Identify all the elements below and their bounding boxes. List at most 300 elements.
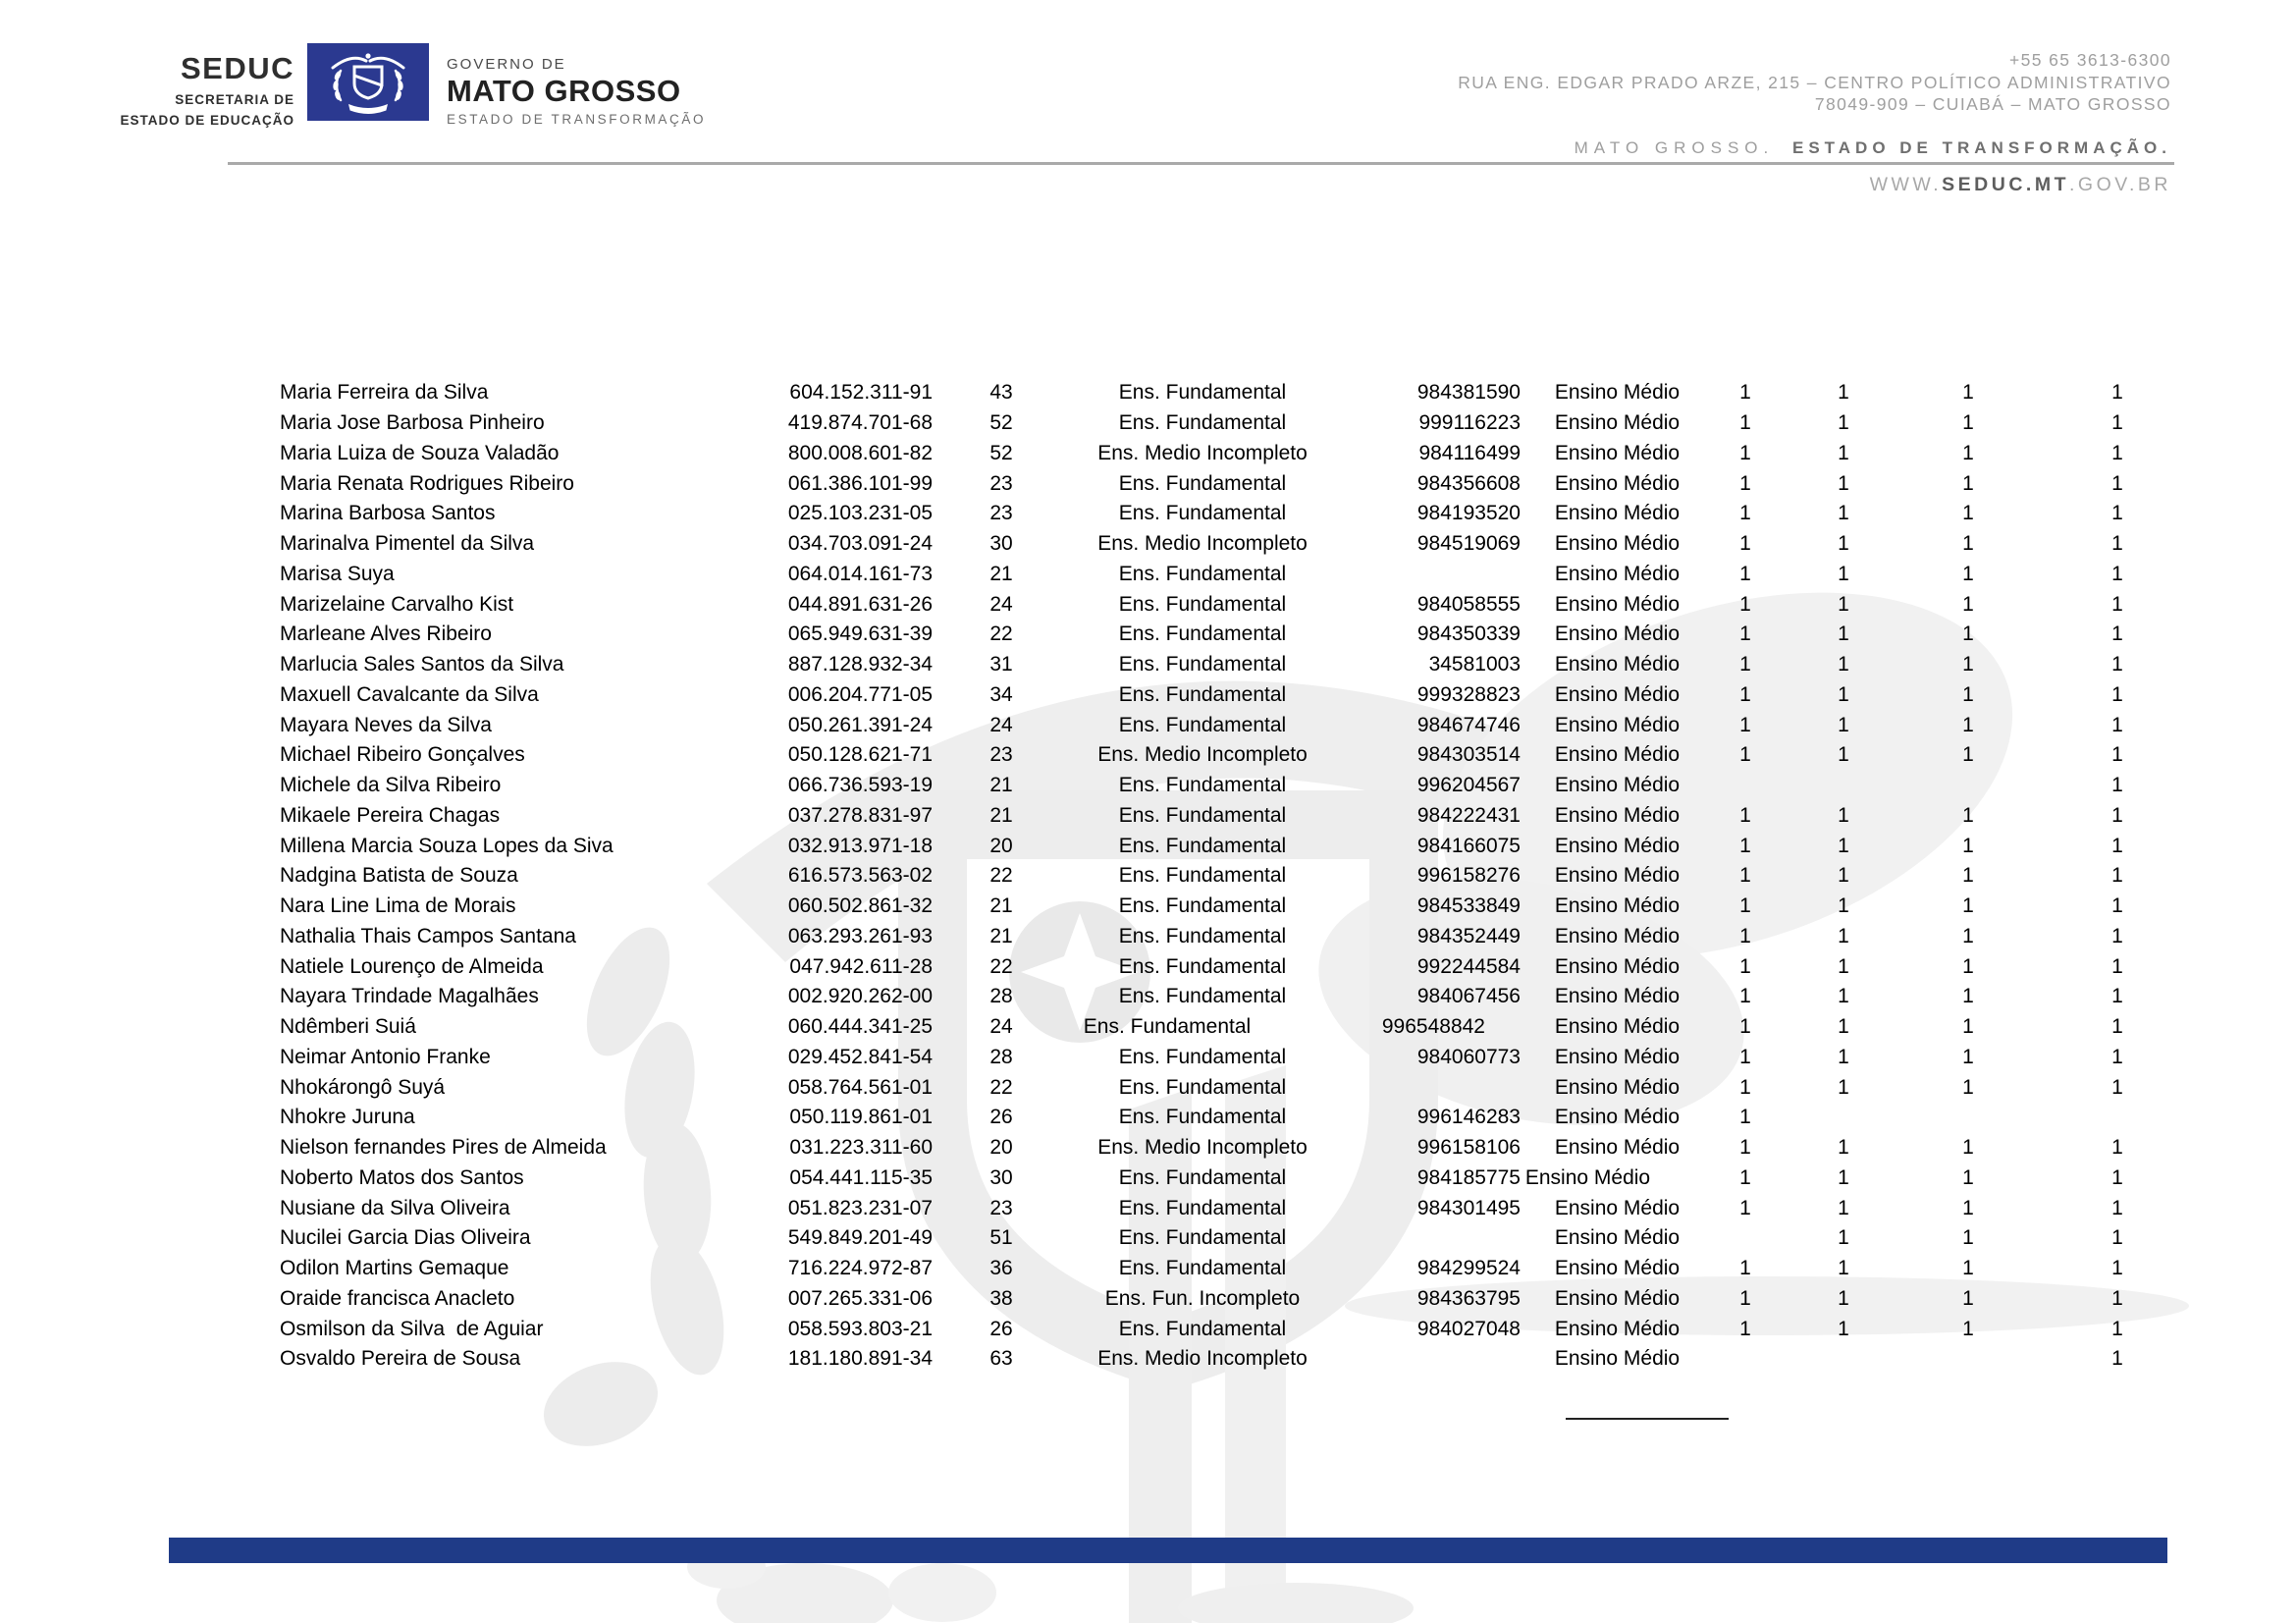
cell-cpf: 025.103.231-05 <box>787 502 933 525</box>
table-row <box>255 1284 2203 1315</box>
cell-mark-3: 1 <box>1962 803 1974 827</box>
cell-mark-4: 1 <box>2111 1165 2123 1189</box>
cell-mark-3: 1 <box>1962 924 1974 947</box>
cell-mark-2: 1 <box>1838 1045 1849 1068</box>
cell-age: 24 <box>989 1015 1013 1039</box>
cell-mark-2: 1 <box>1838 803 1849 827</box>
cell-name: Mayara Neves da Silva <box>280 713 492 736</box>
cell-mark-3: 1 <box>1962 441 1974 464</box>
cell-cpf: 716.224.972-87 <box>787 1257 933 1280</box>
cell-mark-1: 1 <box>1739 682 1751 706</box>
cell-level: Ensino Médio <box>1554 411 1681 435</box>
cell-level: Ensino Médio <box>1554 713 1681 736</box>
cell-mark-1: 1 <box>1739 622 1751 646</box>
cell-age: 20 <box>989 834 1013 857</box>
cell-education: Ens. Fundamental <box>1118 682 1287 706</box>
cell-mark-4: 1 <box>2111 562 2123 585</box>
cell-mark-2: 1 <box>1838 532 1849 556</box>
cell-level: Ensino Médio <box>1554 381 1681 405</box>
cell-mark-4: 1 <box>2111 1226 2123 1250</box>
cell-education: Ens. Fundamental <box>1118 1317 1287 1340</box>
cell-mark-4: 1 <box>2111 985 2123 1008</box>
cell-education: Ens. Fundamental <box>1118 1075 1287 1099</box>
cell-mark-3: 1 <box>1962 1196 1974 1219</box>
cell-mark-3: 1 <box>1962 1136 1974 1160</box>
cell-mark-2: 1 <box>1838 592 1849 616</box>
cell-age: 31 <box>989 653 1013 676</box>
tagline-bold: ESTADO DE TRANSFORMAÇÃO. <box>1791 138 2171 157</box>
table-row <box>255 1223 2203 1254</box>
cell-mark-4: 1 <box>2111 894 2123 918</box>
footer-bar <box>169 1538 2167 1563</box>
cell-education: Ens. Fundamental <box>1118 653 1287 676</box>
cell-phone: 984193520 <box>1416 502 1521 525</box>
cell-mark-2: 1 <box>1838 1075 1849 1099</box>
cell-mark-2: 1 <box>1838 1196 1849 1219</box>
governo-mato-grosso-logo <box>447 56 706 127</box>
cell-level: Ensino Médio <box>1554 1196 1681 1219</box>
cell-mark-3: 1 <box>1962 1317 1974 1340</box>
cell-phone: 984303514 <box>1416 743 1521 767</box>
cell-mark-1: 1 <box>1739 834 1751 857</box>
cell-level: Ensino Médio <box>1554 471 1681 495</box>
cell-education: Ens. Fundamental <box>1083 1015 1252 1039</box>
cell-phone: 999328823 <box>1416 682 1521 706</box>
cell-mark-2: 1 <box>1838 653 1849 676</box>
cell-name: Noberto Matos dos Santos <box>280 1165 524 1189</box>
cell-mark-3: 1 <box>1962 1165 1974 1189</box>
cell-mark-4: 1 <box>2111 1347 2123 1371</box>
cell-phone: 984301495 <box>1416 1196 1521 1219</box>
cell-phone: 984519069 <box>1416 532 1521 556</box>
cell-education: Ens. Fundamental <box>1118 834 1287 857</box>
cell-mark-1: 1 <box>1739 743 1751 767</box>
cell-cpf: 034.703.091-24 <box>787 532 933 556</box>
cell-cpf: 887.128.932-34 <box>787 653 933 676</box>
cell-mark-1: 1 <box>1739 1106 1751 1129</box>
cell-phone: 996548842 <box>1381 1015 1485 1039</box>
cell-mark-3: 1 <box>1962 713 1974 736</box>
cell-mark-4: 1 <box>2111 1257 2123 1280</box>
cell-mark-3: 1 <box>1962 1075 1974 1099</box>
contact-info <box>1458 49 2171 116</box>
cell-name: Michael Ribeiro Gonçalves <box>280 743 525 767</box>
seduc-logo-line2: ESTADO DE EDUCAÇÃO <box>120 113 294 128</box>
cell-mark-2: 1 <box>1838 1286 1849 1310</box>
cell-name: Marlucia Sales Santos da Silva <box>280 653 564 676</box>
cell-age: 21 <box>989 803 1013 827</box>
table-row <box>255 620 2203 650</box>
cell-name: Maria Jose Barbosa Pinheiro <box>280 411 545 435</box>
cell-name: Nhokre Juruna <box>280 1106 415 1129</box>
cell-mark-2: 1 <box>1838 1257 1849 1280</box>
cell-mark-4: 1 <box>2111 924 2123 947</box>
cell-level: Ensino Médio <box>1554 592 1681 616</box>
table-row <box>255 378 2203 408</box>
cell-level: Ensino Médio <box>1554 954 1681 978</box>
cell-cpf: 037.278.831-97 <box>787 803 933 827</box>
cell-mark-1: 1 <box>1739 954 1751 978</box>
cell-education: Ens. Fundamental <box>1118 502 1287 525</box>
cell-cpf: 054.441.115-35 <box>789 1165 933 1189</box>
cell-mark-1: 1 <box>1739 1136 1751 1160</box>
cell-phone: 996158276 <box>1416 864 1521 888</box>
cell-education: Ens. Fundamental <box>1118 1257 1287 1280</box>
cell-phone: 984352449 <box>1416 924 1521 947</box>
cell-mark-4: 1 <box>2111 502 2123 525</box>
cell-mark-1: 1 <box>1739 803 1751 827</box>
cell-age: 28 <box>989 985 1013 1008</box>
cell-mark-1: 1 <box>1739 592 1751 616</box>
cell-level: Ensino Médio <box>1554 622 1681 646</box>
cell-cpf: 031.223.311-60 <box>789 1136 933 1160</box>
cell-mark-4: 1 <box>2111 774 2123 797</box>
cell-age: 21 <box>989 774 1013 797</box>
cell-mark-2: 1 <box>1838 864 1849 888</box>
table-row <box>255 529 2203 560</box>
state-tagline <box>1575 138 2171 158</box>
cell-cpf: 061.386.101-99 <box>787 471 933 495</box>
table-row <box>255 1072 2203 1103</box>
table-row <box>255 951 2203 982</box>
table-row <box>255 1193 2203 1223</box>
cell-name: Maria Renata Rodrigues Ribeiro <box>280 471 574 495</box>
cell-mark-2: 1 <box>1838 1015 1849 1039</box>
cell-age: 22 <box>989 1075 1013 1099</box>
cell-mark-4: 1 <box>2111 1075 2123 1099</box>
cell-age: 52 <box>989 411 1013 435</box>
cell-mark-1: 1 <box>1739 985 1751 1008</box>
cell-cpf: 181.180.891-34 <box>787 1347 933 1371</box>
cell-level: Ensino Médio <box>1554 441 1681 464</box>
cell-mark-4: 1 <box>2111 1136 2123 1160</box>
cell-age: 43 <box>989 381 1013 405</box>
cell-mark-4: 1 <box>2111 864 2123 888</box>
cell-cpf: 064.014.161-73 <box>787 562 933 585</box>
cell-mark-3: 1 <box>1962 743 1974 767</box>
cell-mark-2: 1 <box>1838 562 1849 585</box>
cell-education: Ens. Fundamental <box>1118 864 1287 888</box>
cell-education: Ens. Fundamental <box>1118 622 1287 646</box>
cell-level: Ensino Médio <box>1554 1257 1681 1280</box>
cell-name: Nusiane da Silva Oliveira <box>280 1196 510 1219</box>
header-divider <box>228 162 2174 165</box>
cell-phone: 996146283 <box>1416 1106 1521 1129</box>
cell-level: Ensino Médio <box>1554 743 1681 767</box>
cell-education: Ens. Fundamental <box>1118 713 1287 736</box>
cell-cpf: 060.502.861-32 <box>787 894 933 918</box>
tagline-light: MATO GROSSO. <box>1574 138 1775 157</box>
cell-name: Nadgina Batista de Souza <box>280 864 518 888</box>
cell-name: Oraide francisca Anacleto <box>280 1286 515 1310</box>
cell-level: Ensino Médio <box>1554 562 1681 585</box>
cell-name: Osmilson da Silva de Aguiar <box>280 1317 544 1340</box>
cell-age: 22 <box>989 622 1013 646</box>
table-row <box>255 680 2203 711</box>
table-row <box>255 408 2203 439</box>
cell-name: Neimar Antonio Franke <box>280 1045 491 1068</box>
cell-cpf: 066.736.593-19 <box>787 774 933 797</box>
cell-mark-1: 1 <box>1739 381 1751 405</box>
cell-level: Ensino Médio <box>1554 803 1681 827</box>
table-row <box>255 1103 2203 1133</box>
cell-age: 26 <box>989 1317 1013 1340</box>
cell-mark-3: 1 <box>1962 1226 1974 1250</box>
cell-mark-2: 1 <box>1838 1165 1849 1189</box>
table-row <box>255 861 2203 892</box>
cell-mark-1: 1 <box>1739 441 1751 464</box>
cell-level: Ensino Médio <box>1554 864 1681 888</box>
cell-mark-4: 1 <box>2111 532 2123 556</box>
cell-name: Millena Marcia Souza Lopes da Siva <box>280 834 614 857</box>
cell-mark-2: 1 <box>1838 682 1849 706</box>
cell-mark-1: 1 <box>1739 924 1751 947</box>
cell-phone: 984027048 <box>1416 1317 1521 1340</box>
cell-mark-1: 1 <box>1739 1257 1751 1280</box>
cell-mark-2: 1 <box>1838 924 1849 947</box>
cell-education: Ens. Fundamental <box>1118 803 1287 827</box>
cell-mark-1: 1 <box>1739 1075 1751 1099</box>
table-row <box>255 560 2203 590</box>
cell-age: 22 <box>989 864 1013 888</box>
cell-level: Ensino Médio <box>1554 1045 1681 1068</box>
cell-mark-3: 1 <box>1962 682 1974 706</box>
cell-cpf: 800.008.601-82 <box>787 441 933 464</box>
cell-mark-3: 1 <box>1962 562 1974 585</box>
cell-mark-4: 1 <box>2111 803 2123 827</box>
cell-level: Ensino Médio <box>1554 653 1681 676</box>
cell-cpf: 029.452.841-54 <box>787 1045 933 1068</box>
cell-phone: 984185775 <box>1416 1165 1521 1189</box>
cell-cpf: 050.261.391-24 <box>787 713 933 736</box>
cell-cpf: 419.874.701-68 <box>787 411 933 435</box>
cell-education: Ens. Fundamental <box>1118 411 1287 435</box>
cell-education: Ens. Fundamental <box>1118 1106 1287 1129</box>
cell-phone: 984381590 <box>1416 381 1521 405</box>
cell-mark-1: 1 <box>1739 411 1751 435</box>
cell-phone: 996204567 <box>1416 774 1521 797</box>
cell-phone: 984058555 <box>1416 592 1521 616</box>
cell-age: 23 <box>989 471 1013 495</box>
cell-age: 20 <box>989 1136 1013 1160</box>
cell-mark-2: 1 <box>1838 441 1849 464</box>
cell-name: Marinalva Pimentel da Silva <box>280 532 535 556</box>
table-row <box>255 831 2203 861</box>
cell-mark-1: 1 <box>1739 471 1751 495</box>
cell-phone: 992244584 <box>1416 954 1521 978</box>
cell-mark-3: 1 <box>1962 653 1974 676</box>
cell-mark-1: 1 <box>1739 713 1751 736</box>
cell-mark-4: 1 <box>2111 954 2123 978</box>
seduc-logo-line1: SECRETARIA DE <box>175 92 294 107</box>
cell-phone: 999116223 <box>1418 411 1521 435</box>
cell-age: 51 <box>989 1226 1013 1250</box>
table-row <box>255 771 2203 801</box>
cell-cpf: 058.764.561-01 <box>787 1075 933 1099</box>
cell-mark-3: 1 <box>1962 381 1974 405</box>
cell-age: 28 <box>989 1045 1013 1068</box>
table-row <box>255 1012 2203 1043</box>
cell-level: Ensino Médio <box>1554 1075 1681 1099</box>
cell-age: 36 <box>989 1257 1013 1280</box>
seduc-logo <box>118 51 294 128</box>
cell-mark-2: 1 <box>1838 1317 1849 1340</box>
cell-education: Ens. Medio Incompleto <box>1097 532 1308 556</box>
table-row <box>255 892 2203 922</box>
cell-mark-4: 1 <box>2111 471 2123 495</box>
cell-mark-1: 1 <box>1739 1015 1751 1039</box>
cell-age: 21 <box>989 894 1013 918</box>
cell-mark-4: 1 <box>2111 441 2123 464</box>
cell-phone: 984299524 <box>1416 1257 1521 1280</box>
cell-age: 23 <box>989 502 1013 525</box>
cell-mark-3: 1 <box>1962 954 1974 978</box>
cell-mark-1: 1 <box>1739 864 1751 888</box>
cell-phone: 984067456 <box>1416 985 1521 1008</box>
cell-phone: 984222431 <box>1416 803 1521 827</box>
cell-level: Ensino Médio <box>1554 985 1681 1008</box>
cell-mark-3: 1 <box>1962 502 1974 525</box>
cell-mark-1: 1 <box>1739 653 1751 676</box>
table-row <box>255 1254 2203 1284</box>
cell-name: Nara Line Lima de Morais <box>280 894 516 918</box>
cell-name: Maria Luiza de Souza Valadão <box>280 441 560 464</box>
cell-name: Marisa Suya <box>280 562 395 585</box>
cell-name: Nhokárongô Suyá <box>280 1075 446 1099</box>
cell-mark-3: 1 <box>1962 592 1974 616</box>
cell-mark-1: 1 <box>1739 502 1751 525</box>
cell-education: Ens. Fundamental <box>1118 924 1287 947</box>
cell-phone: 984674746 <box>1416 713 1521 736</box>
cell-education: Ens. Fundamental <box>1118 1196 1287 1219</box>
mato-grosso-emblem <box>307 43 429 121</box>
cell-mark-1: 1 <box>1739 1045 1751 1068</box>
cell-education: Ens. Fundamental <box>1118 1226 1287 1250</box>
cell-cpf: 063.293.261-93 <box>787 924 933 947</box>
cell-mark-4: 1 <box>2111 592 2123 616</box>
cell-mark-4: 1 <box>2111 1286 2123 1310</box>
cell-mark-4: 1 <box>2111 622 2123 646</box>
cell-phone: 984363795 <box>1416 1286 1521 1310</box>
cell-name: Marina Barbosa Santos <box>280 502 496 525</box>
cell-level: Ensino Médio <box>1554 1317 1681 1340</box>
cell-mark-3: 1 <box>1962 1045 1974 1068</box>
cell-phone: 34581003 <box>1428 653 1521 676</box>
cell-cpf: 050.119.861-01 <box>789 1106 933 1129</box>
table-row <box>255 589 2203 620</box>
cell-mark-4: 1 <box>2111 1196 2123 1219</box>
table-row <box>255 801 2203 832</box>
table-row <box>255 982 2203 1012</box>
cell-phone: 984356608 <box>1416 471 1521 495</box>
cell-phone: 996158106 <box>1416 1136 1521 1160</box>
cell-cpf: 051.823.231-07 <box>787 1196 933 1219</box>
cell-age: 24 <box>989 592 1013 616</box>
cell-age: 23 <box>989 1196 1013 1219</box>
cell-mark-3: 1 <box>1962 1015 1974 1039</box>
mato-grosso-title: MATO GROSSO <box>447 74 681 108</box>
cell-mark-1: 1 <box>1739 1286 1751 1310</box>
table-row <box>255 710 2203 740</box>
cell-mark-2: 1 <box>1838 471 1849 495</box>
cell-age: 23 <box>989 743 1013 767</box>
cell-mark-4: 1 <box>2111 713 2123 736</box>
cell-name: Ndêmberi Suiá <box>280 1015 416 1039</box>
cell-mark-3: 1 <box>1962 1257 1974 1280</box>
cell-education: Ens. Medio Incompleto <box>1097 1136 1308 1160</box>
table-row <box>255 468 2203 499</box>
cell-mark-3: 1 <box>1962 1286 1974 1310</box>
table-row <box>255 650 2203 680</box>
cell-mark-3: 1 <box>1962 411 1974 435</box>
cell-education: Ens. Fundamental <box>1118 1045 1287 1068</box>
table-row <box>255 1133 2203 1163</box>
table-row <box>255 439 2203 469</box>
cell-name: Nayara Trindade Magalhães <box>280 985 539 1008</box>
cell-mark-1: 1 <box>1739 562 1751 585</box>
cell-phone: 984533849 <box>1416 894 1521 918</box>
cell-age: 24 <box>989 713 1013 736</box>
cell-age: 30 <box>989 1165 1013 1189</box>
cell-level: Ensino Médio <box>1554 1015 1681 1039</box>
cell-mark-1: 1 <box>1739 1196 1751 1219</box>
table-row <box>255 1344 2203 1375</box>
cell-education: Ens. Fundamental <box>1118 592 1287 616</box>
table-row <box>255 1163 2203 1194</box>
cell-education: Ens. Medio Incompleto <box>1097 743 1308 767</box>
cell-phone: 984350339 <box>1416 622 1521 646</box>
cell-education: Ens. Fundamental <box>1118 471 1287 495</box>
cell-mark-2: 1 <box>1838 1226 1849 1250</box>
mato-grosso-coat-of-arms-icon <box>307 43 429 121</box>
cell-mark-3: 1 <box>1962 864 1974 888</box>
cell-cpf: 032.913.971-18 <box>787 834 933 857</box>
cell-mark-3: 1 <box>1962 622 1974 646</box>
cell-mark-2: 1 <box>1838 713 1849 736</box>
cell-mark-2: 1 <box>1838 502 1849 525</box>
cell-name: Nielson fernandes Pires de Almeida <box>280 1136 607 1160</box>
cell-education: Ens. Medio Incompleto <box>1097 1347 1308 1371</box>
cell-level: Ensino Médio <box>1554 1286 1681 1310</box>
cell-level: Ensino Médio <box>1554 1347 1681 1371</box>
cell-name: Osvaldo Pereira de Sousa <box>280 1347 521 1371</box>
cell-phone: 984166075 <box>1416 834 1521 857</box>
cell-cpf: 006.204.771-05 <box>787 682 933 706</box>
cell-cpf: 044.891.631-26 <box>787 592 933 616</box>
cell-mark-3: 1 <box>1962 532 1974 556</box>
cell-mark-4: 1 <box>2111 411 2123 435</box>
cell-mark-2: 1 <box>1838 743 1849 767</box>
cell-mark-2: 1 <box>1838 985 1849 1008</box>
cell-mark-2: 1 <box>1838 1136 1849 1160</box>
contact-city: 78049-909 – CUIABÁ – MATO GROSSO <box>1814 94 2171 114</box>
cell-phone: 984060773 <box>1416 1045 1521 1068</box>
cell-age: 63 <box>989 1347 1013 1371</box>
website-url <box>1870 174 2171 196</box>
cell-phone: 984116499 <box>1418 441 1521 464</box>
cell-mark-2: 1 <box>1838 622 1849 646</box>
table-row <box>255 1043 2203 1073</box>
cell-level: Ensino Médio <box>1554 924 1681 947</box>
cell-level: Ensino Médio <box>1554 774 1681 797</box>
contact-address: RUA ENG. EDGAR PRADO ARZE, 215 – CENTRO POLÍTICO ADMINISTRATIVO <box>1458 72 2171 92</box>
table-row <box>255 499 2203 529</box>
cell-level: Ensino Médio <box>1554 834 1681 857</box>
cell-cpf: 058.593.803-21 <box>787 1317 933 1340</box>
cell-name: Natiele Lourenço de Almeida <box>280 954 544 978</box>
cell-age: 30 <box>989 532 1013 556</box>
cell-age: 52 <box>989 441 1013 464</box>
